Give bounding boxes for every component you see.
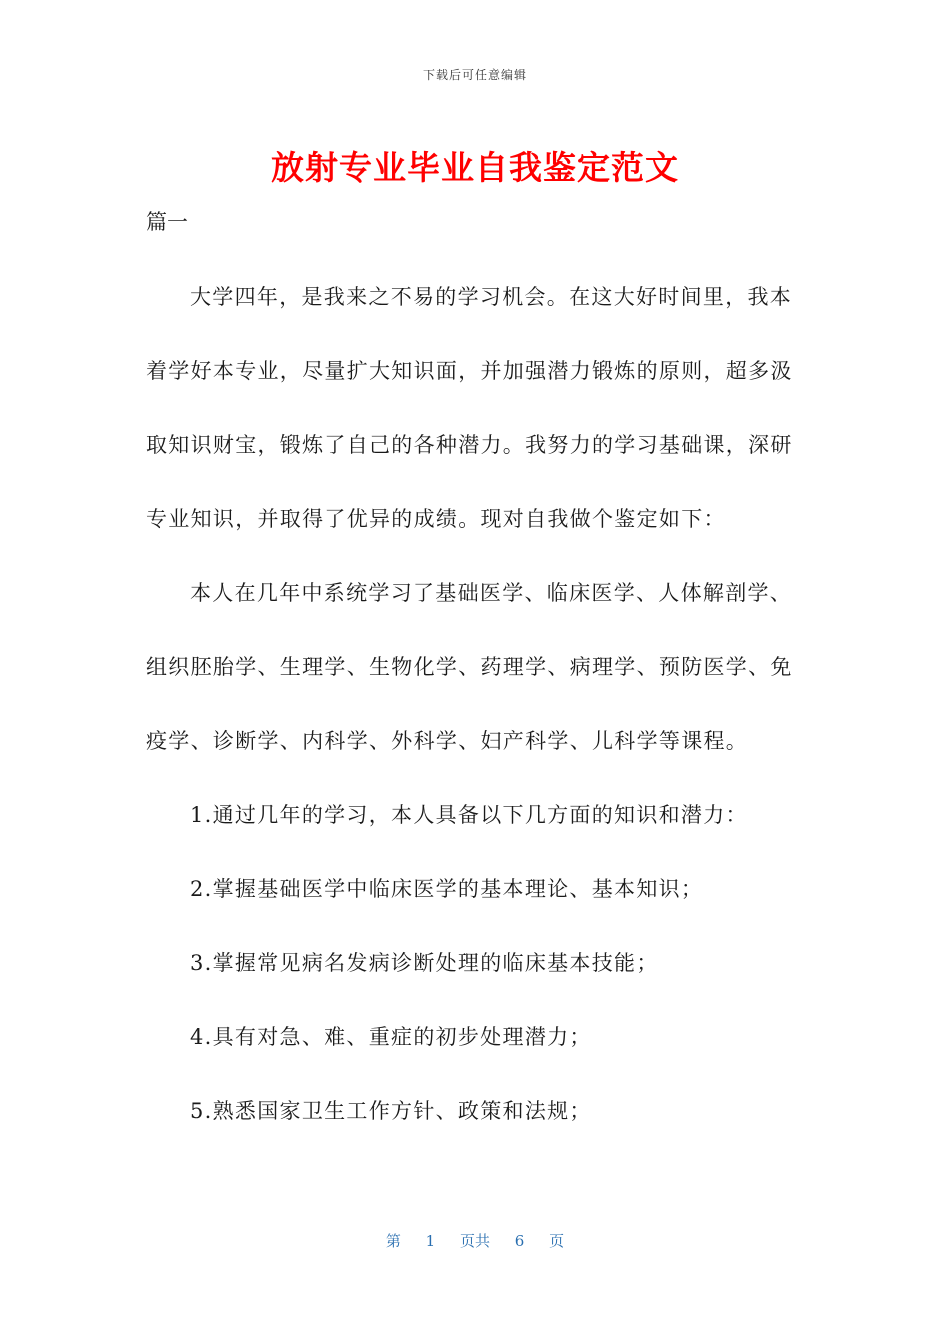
paragraph-line: 组织胚胎学、生理学、生物化学、药理学、病理学、预防医学、免: [146, 655, 793, 679]
footer-word-end: 页: [549, 1232, 565, 1250]
paragraph-line: 专业知识，并取得了优异的成绩。现对自我做个鉴定如下：: [146, 507, 726, 531]
list-item: 2.掌握基础医学中临床医学的基本理论、基本知识；: [190, 877, 704, 901]
paragraph-line: 本人在几年中系统学习了基础医学、临床医学、人体解剖学、: [190, 581, 793, 605]
list-item: 1.通过几年的学习，本人具备以下几方面的知识和潜力：: [190, 803, 748, 827]
footer-total-pages: 6: [514, 1232, 525, 1250]
paragraph-line: 着学好本专业，尽量扩大知识面，并加强潜力锻炼的原则，超多汲: [146, 359, 793, 383]
paragraph-line: 疫学、诊断学、内科学、外科学、妇产科学、儿科学等课程。: [146, 729, 749, 753]
document-title: 放射专业毕业自我鉴定范文: [271, 148, 679, 187]
paragraph-line: 大学四年，是我来之不易的学习机会。在这大好时间里，我本: [190, 285, 793, 309]
footer-word-total: 页共: [459, 1232, 490, 1250]
list-item: 5.熟悉国家卫生工作方针、政策和法规；: [190, 1099, 592, 1123]
list-item: 4.具有对急、难、重症的初步处理潜力；: [190, 1025, 592, 1049]
footer-word-page: 第: [385, 1232, 401, 1250]
list-item: 3.掌握常见病名发病诊断处理的临床基本技能；: [190, 951, 659, 975]
footer-current-page: 1: [425, 1232, 436, 1250]
section-label: 篇一: [146, 210, 188, 234]
header-note: 下载后可任意编辑: [422, 68, 527, 82]
document-body: [146, 260, 798, 1148]
paragraph-line: 取知识财宝，锻炼了自己的各种潜力。我努力的学习基础课，深研: [146, 433, 793, 457]
page-footer: [0, 1230, 950, 1251]
